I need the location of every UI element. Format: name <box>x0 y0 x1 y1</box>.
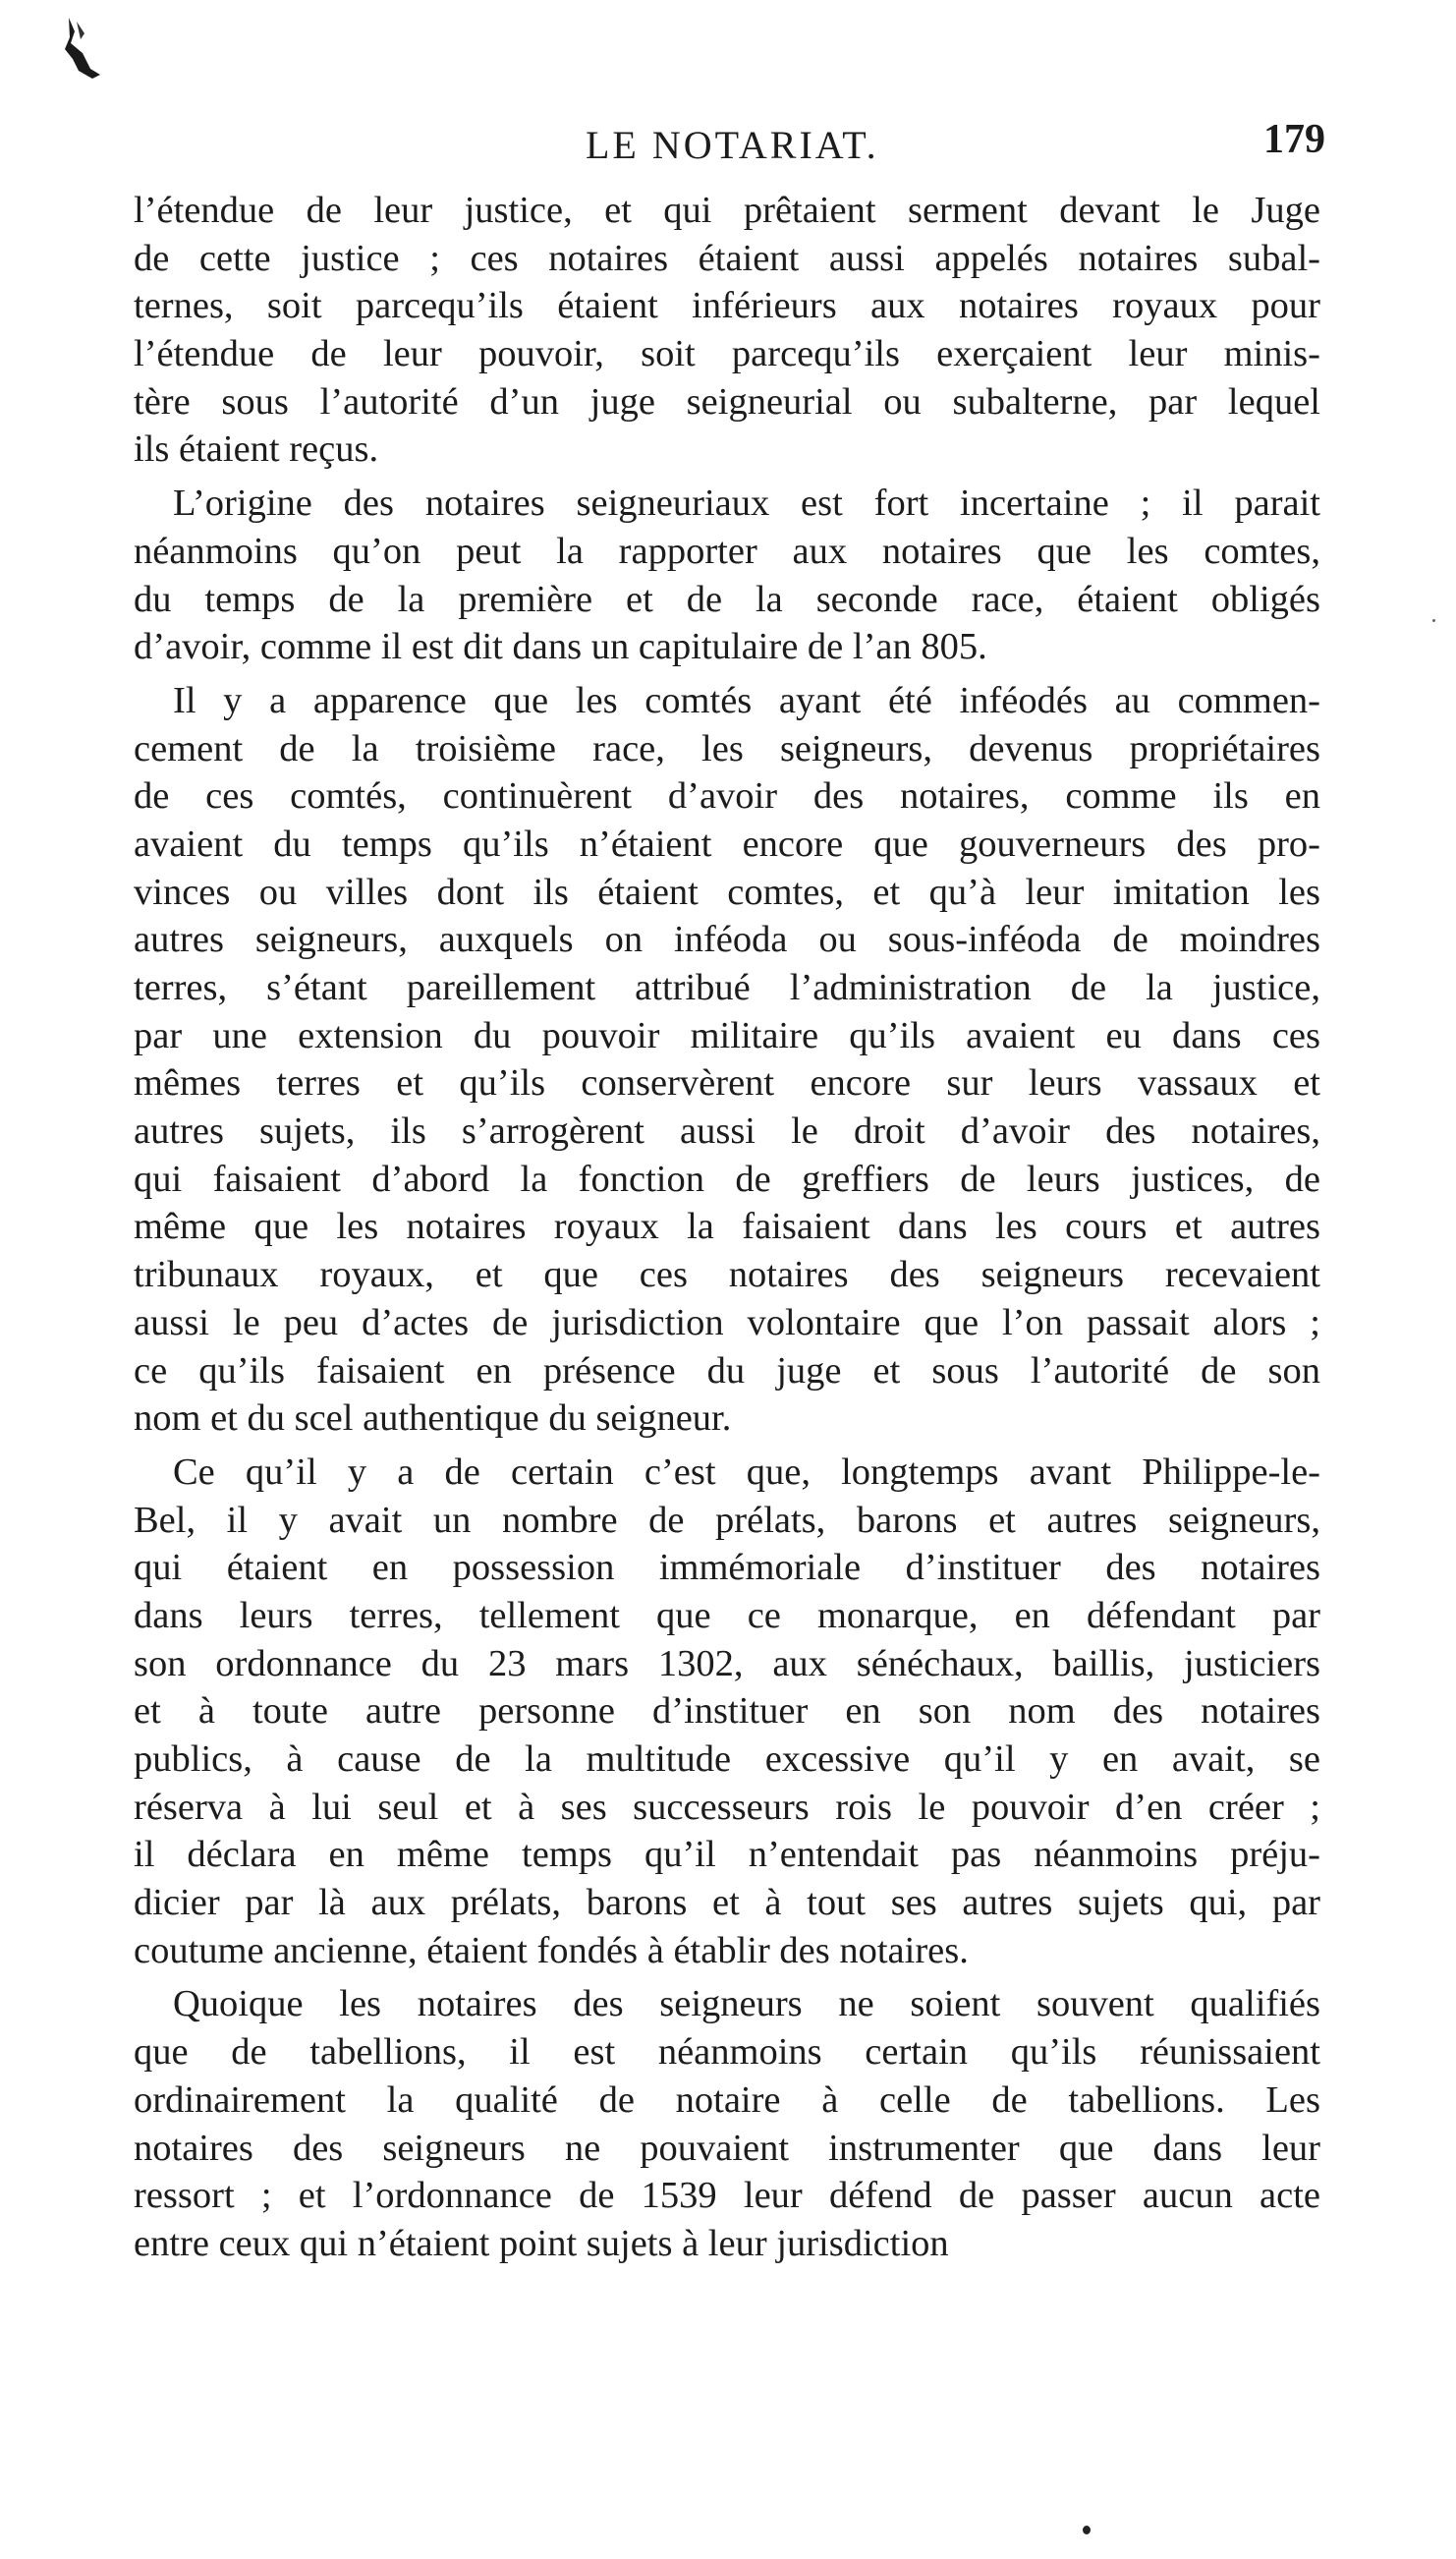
text-line: qui faisaient d’abord la fonction de greffiers de leurs justices, de <box>134 1158 1320 1200</box>
text-line: ce qu’ils faisaient en présence du juge et sous l’autorité de son <box>134 1349 1320 1392</box>
text-line: dans leurs terres, tellement que ce monarque, en défendant par <box>134 1594 1320 1636</box>
paragraph-1 <box>134 187 1320 474</box>
text-line: l’étendue de leur justice, et qui prêtaient serment devant le Juge <box>134 190 1320 231</box>
text-line: terres, s’étant pareillement attribué l’administration de la justice, <box>134 967 1320 1008</box>
text-line: l’étendue de leur pouvoir, soit parcequ’ils exerçaient leur minis- <box>134 333 1320 375</box>
text-line: tère sous l’autorité d’un juge seigneurial ou subalterne, par lequel <box>134 380 1320 423</box>
text-line: mêmes terres et qu’ils conservèrent encore sur leurs vassaux et <box>134 1062 1320 1105</box>
text-line: nom et du scel authentique du seigneur. <box>134 1397 732 1440</box>
text-line: ordinairement la qualité de notaire à celle de tabellions. Les <box>134 2078 1320 2121</box>
text-line: de ces comtés, continuèrent d’avoir des notaires, comme ils en <box>134 775 1320 818</box>
text-line: ternes, soit parcequ’ils étaient inférieurs aux notaires royaux pour <box>134 285 1320 327</box>
text-line: coutume ancienne, étaient fondés à établir des notaires. <box>134 1929 969 1971</box>
paragraph-5 <box>134 1980 1320 2267</box>
running-title: LE NOTARIAT. <box>586 123 879 167</box>
text-line: son ordonnance du 23 mars 1302, aux sénéchaux, baillis, justiciers <box>134 1642 1320 1684</box>
text-line: notaires des seigneurs ne pouvaient instrumenter que dans leur <box>134 2127 1320 2169</box>
paragraph-2 <box>134 480 1320 671</box>
text-line: tribunaux royaux, et que ces notaires des seigneurs recevaient <box>134 1254 1320 1296</box>
paragraph-3 <box>134 677 1320 1443</box>
page-number: 179 <box>1263 117 1325 162</box>
text-line: publics, à cause de la multitude excessive qu’il y en avait, se <box>134 1738 1320 1780</box>
text-line: il déclara en même temps qu’il n’entendait pas néanmoins préju- <box>134 1834 1320 1876</box>
text-line: de cette justice ; ces notaires étaient aussi appelés notaires subal- <box>134 237 1320 279</box>
text-line: Quoique les notaires des seigneurs ne soient souvent qualifiés <box>173 1983 1320 2025</box>
text-line: du temps de la première et de la seconde race, étaient obligés <box>134 578 1320 620</box>
text-line: ressort ; et l’ordonnance de 1539 leur défend de passer aucun acte <box>134 2175 1320 2217</box>
ink-dot <box>1083 2526 1091 2534</box>
text-line: cement de la troisième race, les seigneurs, devenus propriétaires <box>134 727 1320 769</box>
page-header <box>0 116 1456 175</box>
text-line: dicier par là aux prélats, barons et à tout ses autres sujets qui, par <box>134 1882 1320 1924</box>
text-line: entre ceux qui n’étaient point sujets à leur jurisdiction <box>134 2222 949 2264</box>
text-line: vinces ou villes dont ils étaient comtes, et qu’à leur imitation les <box>134 871 1320 913</box>
text-line: Bel, il y avait un nombre de prélats, barons et autres seigneurs, <box>134 1499 1320 1541</box>
text-line: même que les notaires royaux la faisaient dans les cours et autres <box>134 1206 1320 1248</box>
text-line: réserva à lui seul et à ses successeurs rois le pouvoir d’en créer ; <box>134 1786 1320 1828</box>
text-line: par une extension du pouvoir militaire qu’ils avaient eu dans ces <box>134 1014 1320 1056</box>
text-line: Ce qu’il y a de certain c’est que, longtemps avant Philippe-le- <box>173 1450 1320 1493</box>
text-line: autres seigneurs, auxquels on inféoda ou sous-inféoda de moindres <box>134 919 1320 961</box>
text-line: L’origine des notaires seigneuriaux est fort incertaine ; il parait <box>173 483 1320 525</box>
text-line: d’avoir, comme il est dit dans un capitulaire de l’an 805. <box>134 626 987 668</box>
speck-mark <box>1432 619 1435 622</box>
corner-ink-mark-icon <box>61 14 110 83</box>
text-line: ils étaient reçus. <box>134 428 379 471</box>
text-line: aussi le peu d’actes de jurisdiction volontaire que l’on passait alors ; <box>134 1301 1320 1343</box>
text-line: autres sujets, ils s’arrogèrent aussi le droit d’avoir des notaires, <box>134 1110 1320 1153</box>
text-line: que de tabellions, il est néanmoins certain qu’ils réunissaient <box>134 2031 1320 2074</box>
text-line: et à toute autre personne d’instituer en son nom des notaires <box>134 1690 1320 1733</box>
text-line: qui étaient en possession immémoriale d’instituer des notaires <box>134 1547 1320 1589</box>
body-text <box>134 187 1320 2274</box>
paragraph-4 <box>134 1449 1320 1975</box>
text-line: Il y a apparence que les comtés ayant été inféodés au commen- <box>173 679 1320 721</box>
text-line: avaient du temps qu’ils n’étaient encore que gouverneurs des pro- <box>134 823 1320 865</box>
text-line: néanmoins qu’on peut la rapporter aux notaires que les comtes, <box>134 530 1320 572</box>
